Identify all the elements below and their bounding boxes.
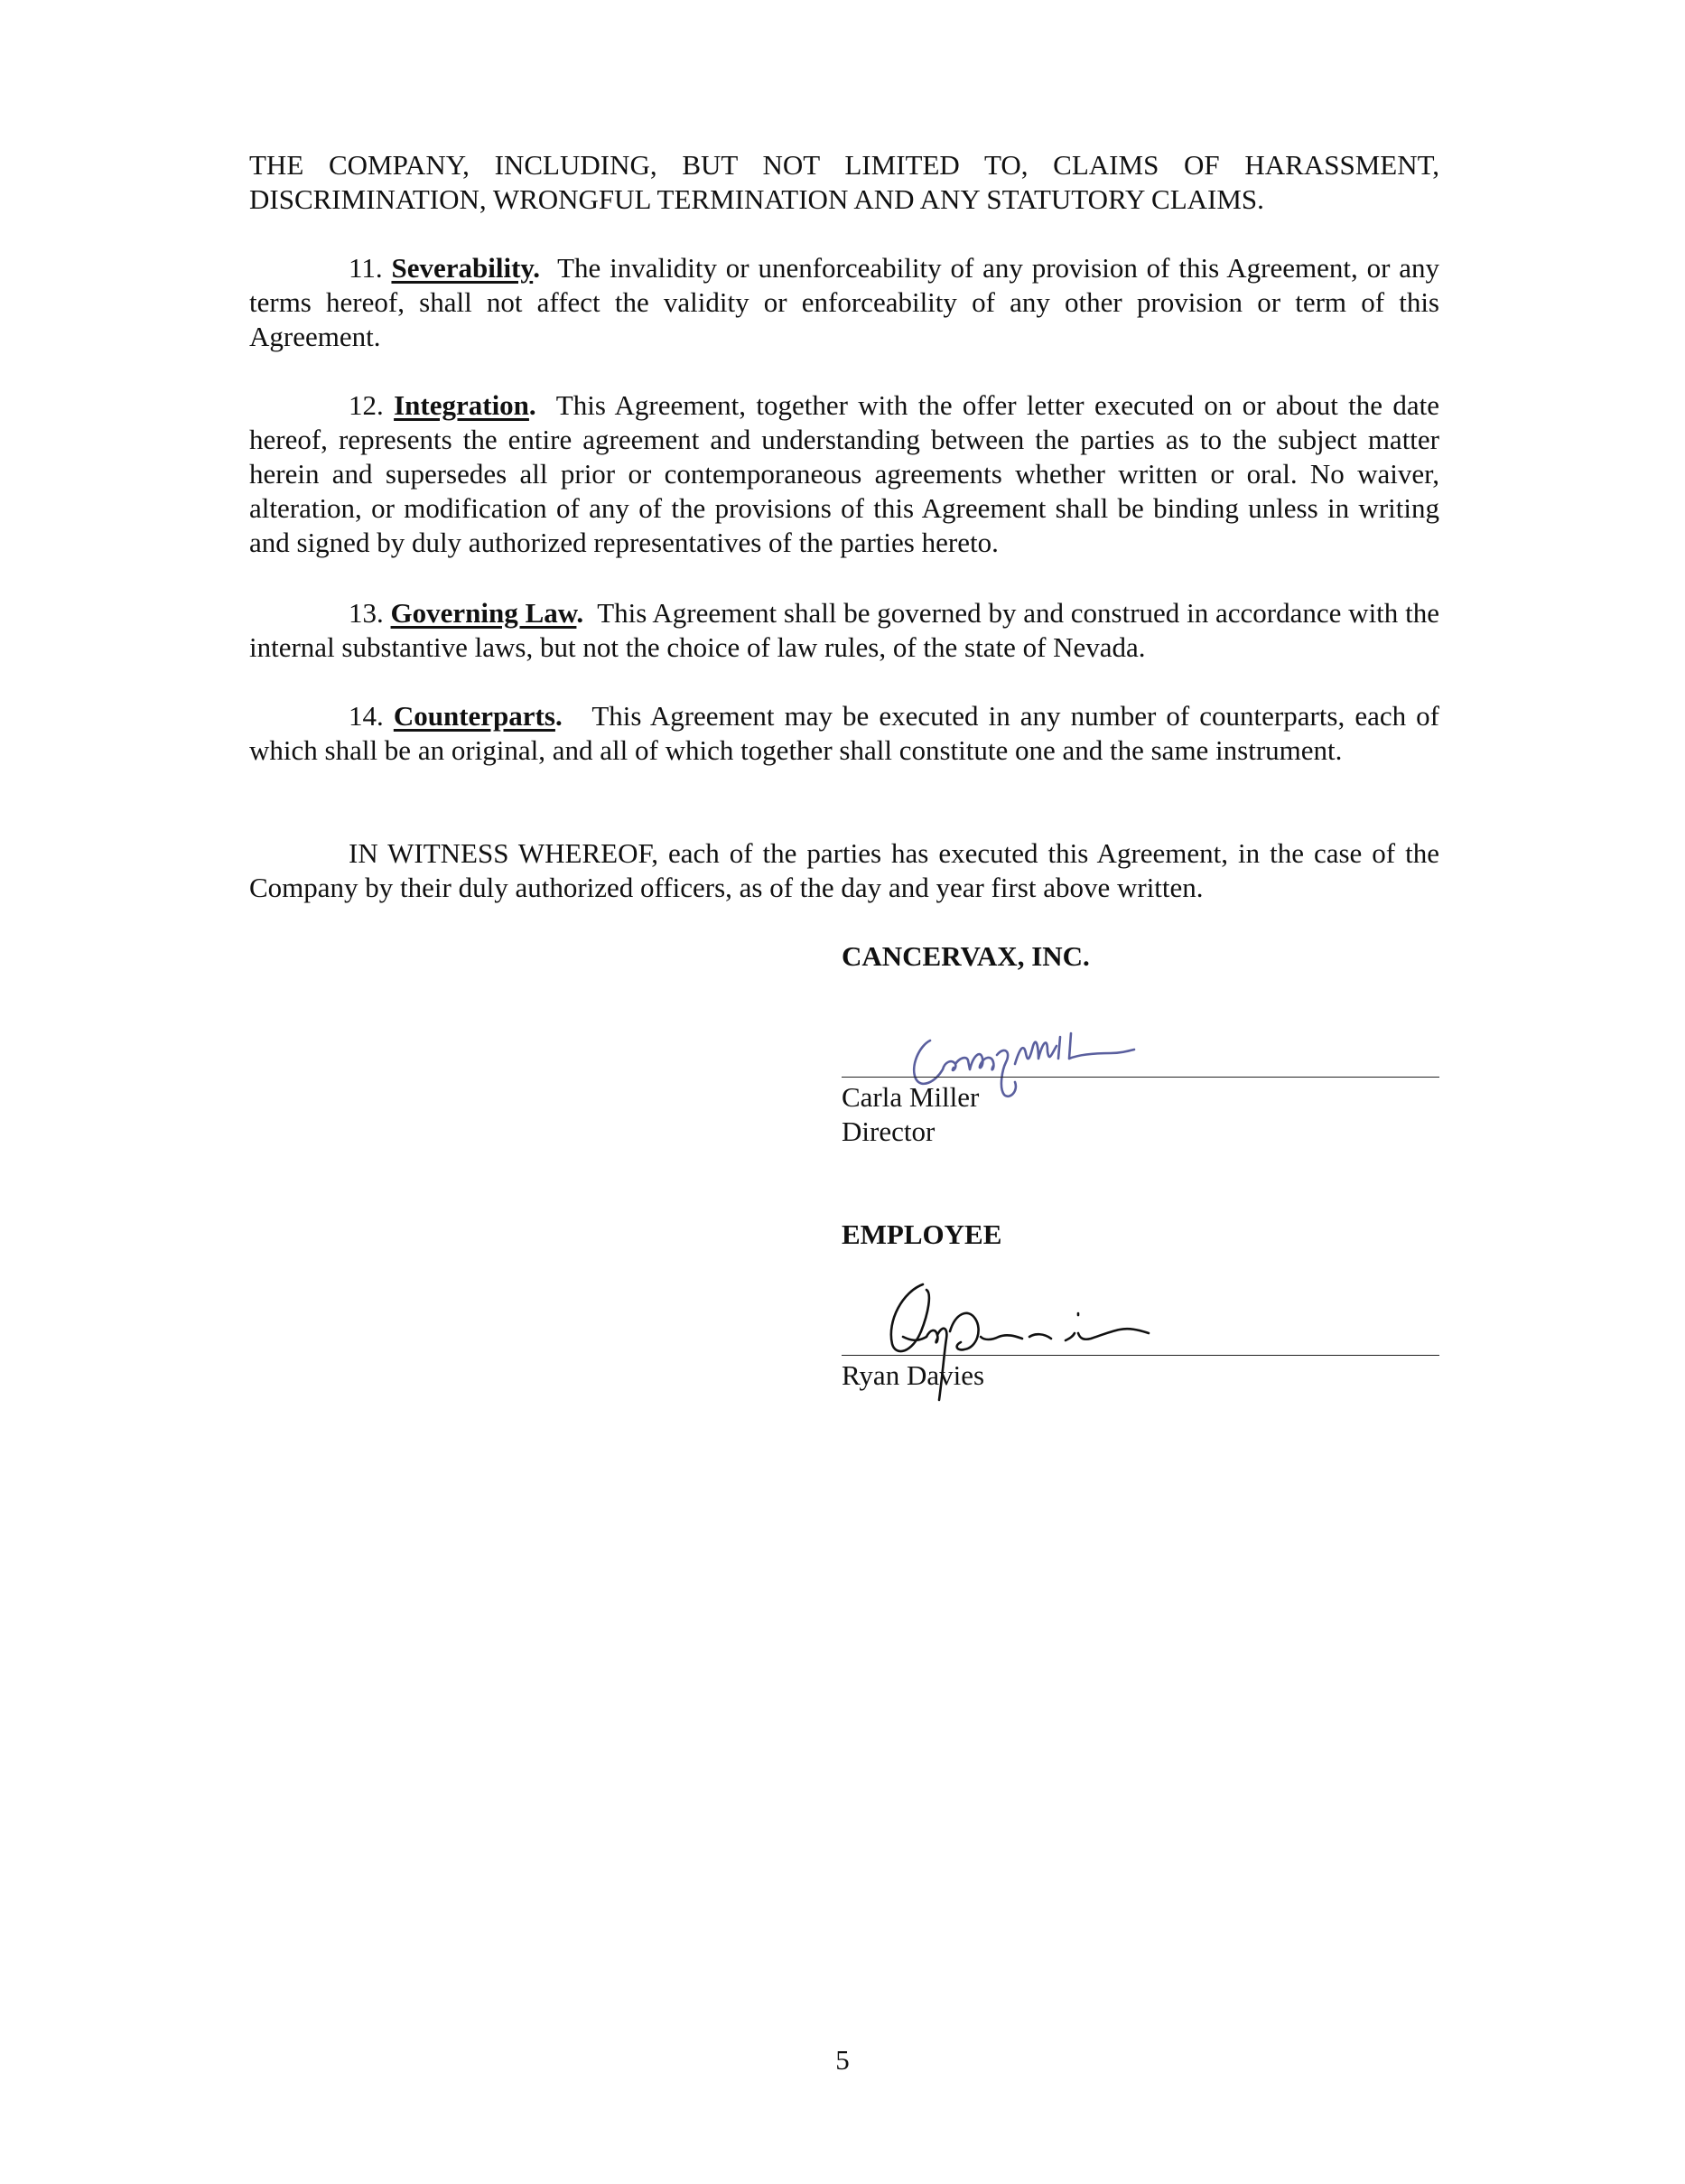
section-governing-law bbox=[249, 596, 1439, 665]
company-signatory-title: Director bbox=[842, 1115, 936, 1147]
section-heading-suffix: . bbox=[554, 700, 563, 732]
company-signatory-name: Carla Miller bbox=[842, 1081, 980, 1113]
section-body: The invalidity or unenforceability of any provision of this Agreement, or any terms hereof, shall not affect the validity or enforceability of any other provision or term of this Agreement. bbox=[249, 252, 1440, 352]
section-integration bbox=[249, 388, 1439, 560]
section-number: 13. bbox=[349, 597, 384, 629]
section-body: This Agreement, together with the offer letter executed on or about the date hereof, represents the entire agreement and understanding between the parties as to the subject matter herein and supersedes all prior or contemporaneous agreements whether written or oral. No waiver, alteration, or modification of any of the provisions of this Agreement shall be binding unless in writing and signed by duly authorized representatives of the parties hereto. bbox=[249, 389, 1439, 558]
section-heading-suffix: . bbox=[528, 389, 536, 421]
section-heading: Governing Law bbox=[390, 597, 577, 629]
section-heading-suffix: . bbox=[576, 597, 584, 629]
section-body: This Agreement shall be governed by and construed in accordance with the internal substantive laws, but not the choice of law rules, of the state of Nevada. bbox=[249, 597, 1439, 663]
section-severability bbox=[249, 251, 1439, 354]
intro-paragraph bbox=[249, 148, 1439, 217]
company-signature-line bbox=[842, 1077, 1439, 1078]
witness-text: IN WITNESS WHEREOF, each of the parties has executed this Agreement, in the case of the Company by their duly authorized officers, as of the day and year first above written. bbox=[249, 837, 1439, 903]
witness-paragraph bbox=[249, 836, 1439, 905]
section-heading: Integration bbox=[394, 389, 529, 421]
company-name-heading: CANCERVAX, INC. bbox=[842, 940, 1090, 972]
employee-signature-line bbox=[842, 1355, 1439, 1356]
section-body: This Agreement may be executed in any number of counterparts, each of which shall be an original, and all of which together shall constitute one and the same instrument. bbox=[249, 700, 1439, 766]
section-number: 11. bbox=[349, 252, 383, 284]
section-number: 14. bbox=[349, 700, 384, 732]
section-counterparts bbox=[249, 699, 1439, 768]
section-heading-suffix: . bbox=[533, 252, 540, 284]
section-number: 12. bbox=[349, 389, 384, 421]
section-heading: Severability bbox=[391, 252, 534, 284]
intro-text: THE COMPANY, INCLUDING, BUT NOT LIMITED TO, CLAIMS OF HARASSMENT, DISCRIMINATION, WRONGFUL TERMINATION AND ANY STATUTORY CLAIMS. bbox=[249, 149, 1439, 215]
employee-heading: EMPLOYEE bbox=[842, 1218, 1002, 1250]
section-heading: Counterparts bbox=[393, 700, 555, 732]
employee-name: Ryan Davies bbox=[842, 1359, 985, 1391]
page-number: 5 bbox=[835, 2044, 850, 2076]
